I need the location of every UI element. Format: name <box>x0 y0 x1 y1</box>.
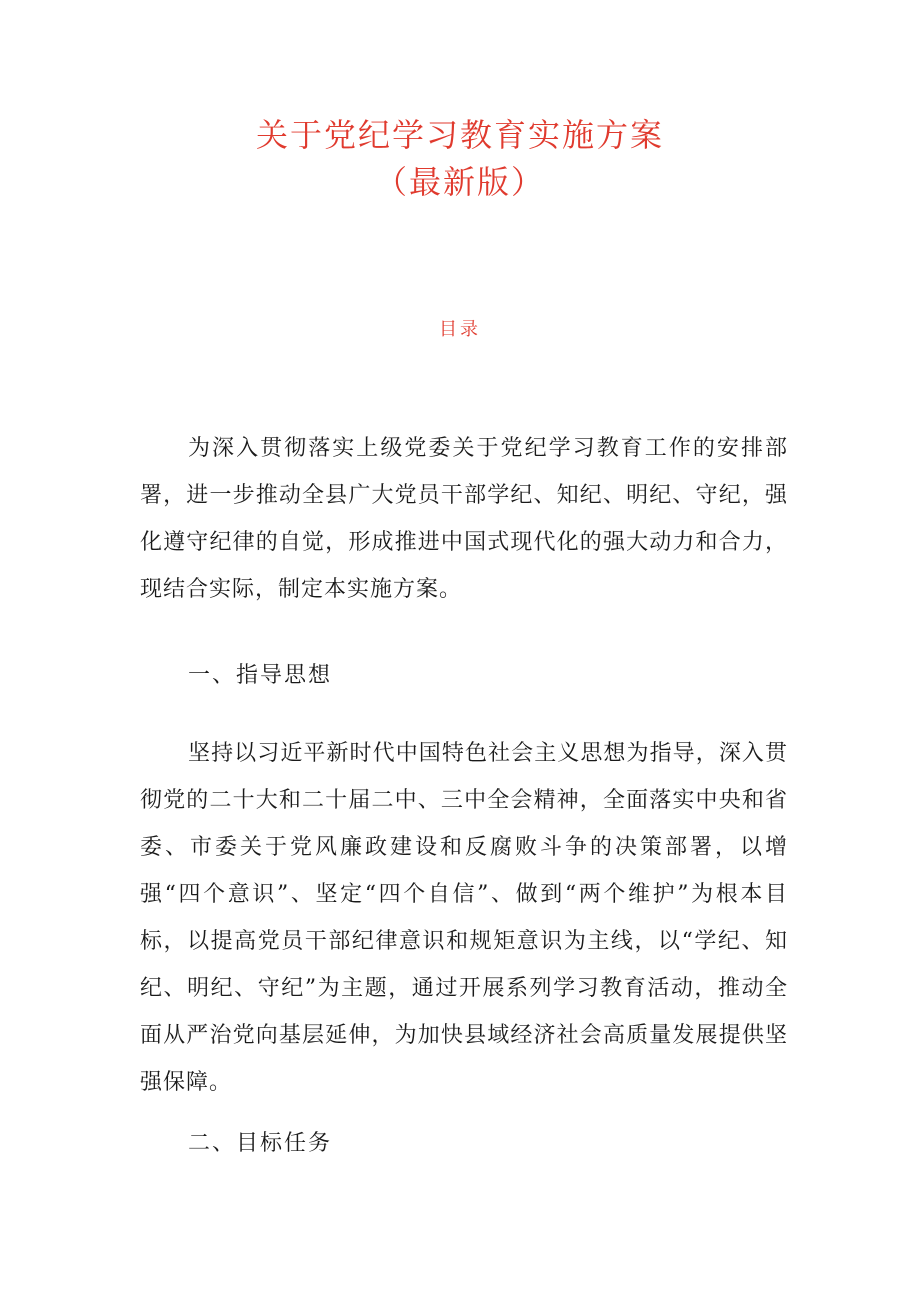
document-subtitle: （最新版） <box>374 163 545 201</box>
guiding-ideology-paragraph: 坚持以习近平新时代中国特色社会主义思想为指导，深入贯彻党的二十大和二十届二中、三中全会精神，全面落实中央和省委、市委关于党风廉政建设和反腐败斗争的决策部署，以增强“四个意识”、坚定“四个自信”、做到“两个维护”为根本目标，以提高党员干部纪律意识和规矩意识为主线，以“学纪、知纪、明纪、守纪”为主题，通过开展系列学习教育活动，推动全面从严治党向基层延伸，为加快县域经济社会高质量发展提供坚强保障。 <box>140 741 788 1095</box>
document-title: 关于党纪学习教育实施方案 <box>255 116 664 154</box>
section-heading-guiding-ideology: 一、指导思想 <box>188 663 333 688</box>
section-heading-goals-tasks: 二、目标任务 <box>188 1131 333 1156</box>
table-of-contents-label: 目录 <box>439 319 481 340</box>
intro-paragraph: 为深入贯彻落实上级党委关于党纪学习教育工作的安排部署，进一步推动全县广大党员干部学纪、知纪、明纪、守纪，强化遵守纪律的自觉，形成推进中国式现代化的强大动力和合力，现结合实际，制定本实施方案。 <box>140 436 788 602</box>
